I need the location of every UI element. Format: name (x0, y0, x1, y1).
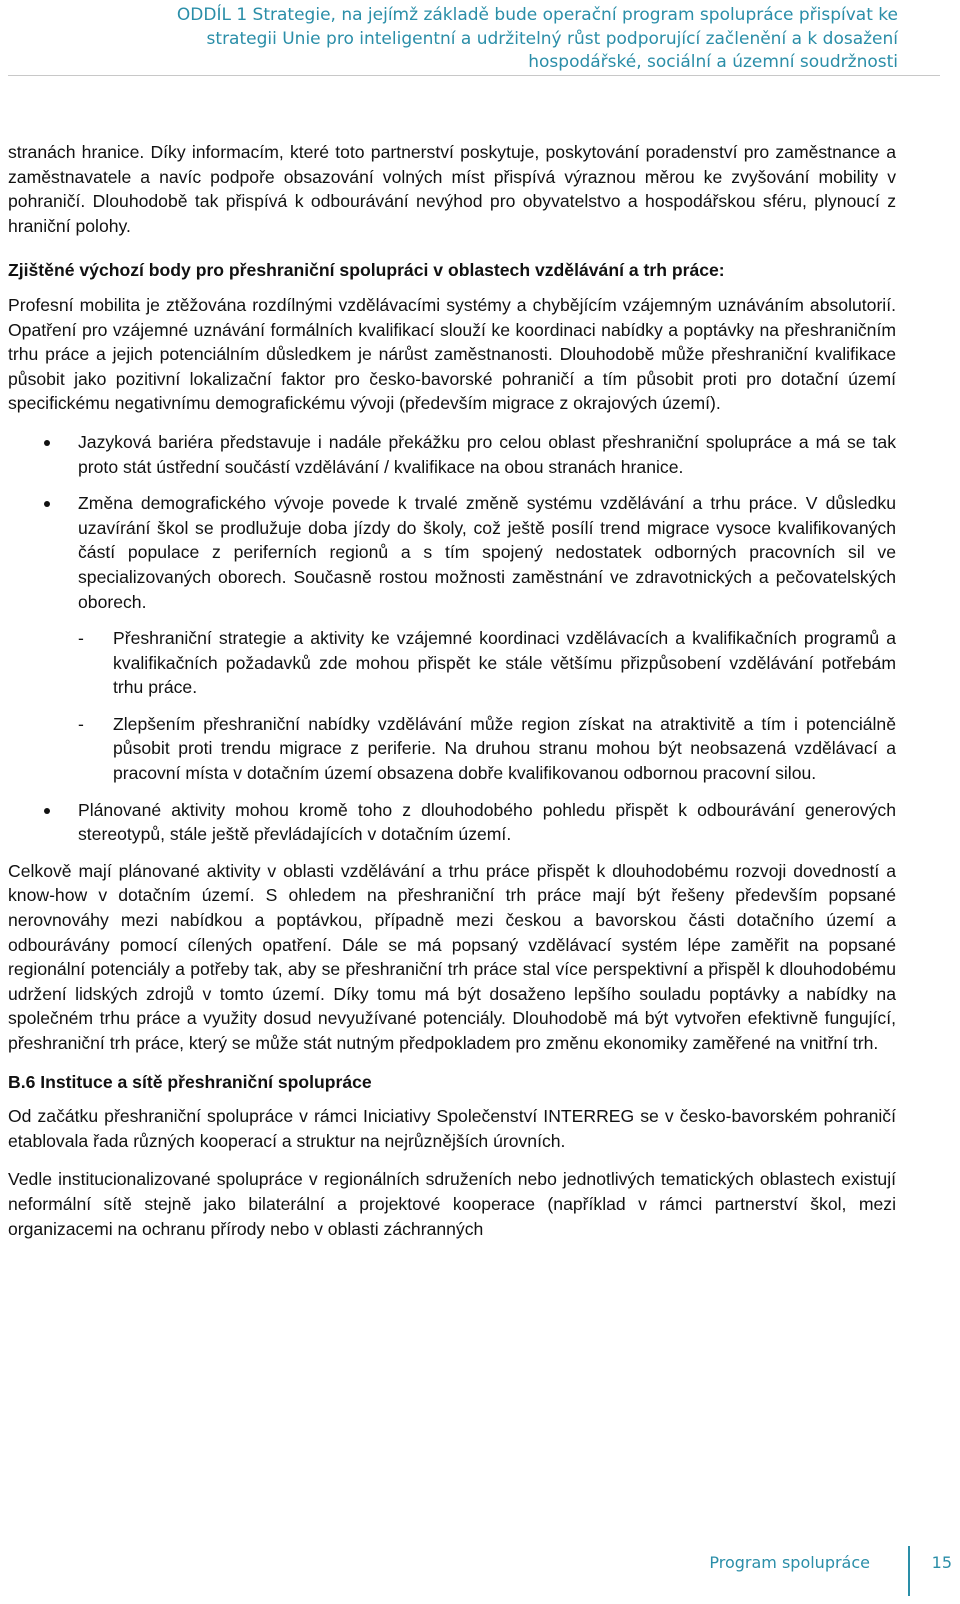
bullet-icon (44, 440, 50, 446)
bullet-icon (44, 501, 50, 507)
dash-marker: - (78, 628, 84, 649)
paragraph-interreg: Od začátku přeshraniční spolupráce v rámci Iniciativy Společenství INTERREG se v česko-bavorském pohraničí etablovala řada různých kooperací a struktur na nejrůznějších úrovních. (8, 1106, 896, 1151)
page-number: 15 (931, 1553, 952, 1572)
footer-label: Program spolupráce (709, 1553, 870, 1572)
bullet-list (8, 430, 896, 847)
header-line-1: ODDÍL 1 Strategie, na jejímž základě bude operační program spolupráce přispívat ke (176, 5, 898, 25)
header-line-3: hospodářské, sociální a územní soudržnosti (528, 52, 898, 72)
section-heading: B.6 Instituce a sítě přeshraniční spolupráce (8, 1071, 372, 1092)
bullet-text: Plánované aktivity mohou kromě toho z dlouhodobého pohledu přispět k odbourávání generových stereotypů, stále ještě převládajících v dotačním území. (78, 799, 896, 845)
dash-text: Přeshraniční strategie a aktivity ke vzájemné koordinaci vzdělávacích a kvalifikačních programů a kvalifikačních požadavků zde mohou přispět ke stále většímu přizpůsobení vzdělávání potřebám trhu práce. (113, 628, 896, 698)
dash-list (78, 626, 896, 786)
paragraph-summary: Celkově mají plánované aktivity v oblasti vzdělávání a trhu práce přispět k dlouhodobému rozvoji dovedností a know-how v dotačním území. S ohledem na přeshraniční trh práce mají být řešeny především popsané nerovnováhy mezi nabídkou a poptávkou, případně mezi českou a bavorskou části dotačního území a odbourávány pomocí cílených opatření. Dále se má popsaný vzdělávací systém lépe zaměřit na popsané regionální potenciály a potřeby tak, aby se přeshraniční trh práce stal více perspektivní a přispěl k dlouhodobému udržení lidských zdrojů v tomto území. Díky tomu má být dosaženo lepšího souladu poptávky a nabídky na společném trhu práce a využity dosud nevyužívané potenciály. Dlouhodobě má být vytvořen efektivně fungující, přeshraniční trh práce, který se může stát nutným předpokladem pro změnu ekonomiky zaměřené na vnitřní trh. (8, 860, 896, 1053)
document-body (8, 140, 896, 1241)
paragraph-networks: Vedle institucionalizované spolupráce v regionálních sdruženích nebo jednotlivých tematických oblastech existují neformální sítě stejně jako bilaterální a projektové kooperace (například v rámci partnerství škol, mezi organizacemi na ochranu přírody nebo v oblasti záchranných (8, 1169, 896, 1239)
bullet-icon (44, 808, 50, 814)
paragraph-mobility: Profesní mobilita je ztěžována rozdílnými vzdělávacími systémy a chybějícím vzájemným uznáváním absolutorií. Opatření pro vzájemné uznávání formálních kvalifikací slouží ke koordinaci nabídky a poptávky na přeshraničním trhu práce a jejich potenciálním důsledkem je nárůst zaměstnanosti. Dlouhodobě může přeshraniční kvalifikace působit jako pozitivní lokalizační faktor pro česko-bavorské pohraničí a tím působit proti pro dotační území specifickému negativnímu demografickému vývoji (především migrace z okrajových území). (8, 294, 896, 414)
dash-marker: - (78, 713, 84, 734)
bullet-item (8, 491, 896, 786)
running-header (8, 4, 898, 75)
header-line-2: strategii Unie pro inteligentní a udržitelný růst podporující začlenění a k dosažení (206, 28, 898, 49)
subheading: Zjištěné výchozí body pro přeshraniční spolupráci v oblastech vzdělávání a trh práce: (8, 260, 725, 281)
header-divider (8, 75, 940, 76)
footer-divider (908, 1546, 910, 1596)
bullet-text: Jazyková bariéra představuje i nadále překážku pro celou oblast přeshraniční spolupráce a má se tak proto stát ústřední součástí vzdělávání / kvalifikace na obou stranách hranice. (78, 431, 896, 477)
bullet-text: Změna demografického vývoje povede k trvalé změně systému vzdělávání a trhu práce. V důsledku uzavírání škol se prodlužuje doba jízdy do školy, což ještě posílí trend migrace vysoce kvalifikovaných částí populace z periferních regionů a s tím spojený nedostatek odborných pracovních sil ve specializovaných oborech. Současně rostou možnosti zaměstnání ve zdravotnických a pečovatelských oborech. (78, 493, 896, 612)
dash-text: Zlepšením přeshraniční nabídky vzdělávání může region získat na atraktivitě a tím i potenciálně působit proti trendu migrace z periferie. Na druhou stranu mohou být neobsazená vzdělávací a pracovní místa v dotačním území obsazena dobře kvalifikovanou odbornou pracovní silou. (113, 713, 896, 784)
dash-item (78, 626, 896, 700)
intro-paragraph: stranách hranice. Díky informacím, které toto partnerství poskytuje, poskytování poradenství pro zaměstnance a zaměstnavatele a navíc podpoře obsazování volných míst přispívá výraznou měrou ke zvyšování mobility v pohraničí. Dlouhodobě tak přispívá k odbourávání nevýhod pro obyvatelstvo a hospodářskou sféru, plynoucí z hraniční polohy. (8, 142, 896, 236)
bullet-item (8, 798, 896, 847)
dash-item (78, 712, 896, 786)
bullet-item (8, 430, 896, 479)
